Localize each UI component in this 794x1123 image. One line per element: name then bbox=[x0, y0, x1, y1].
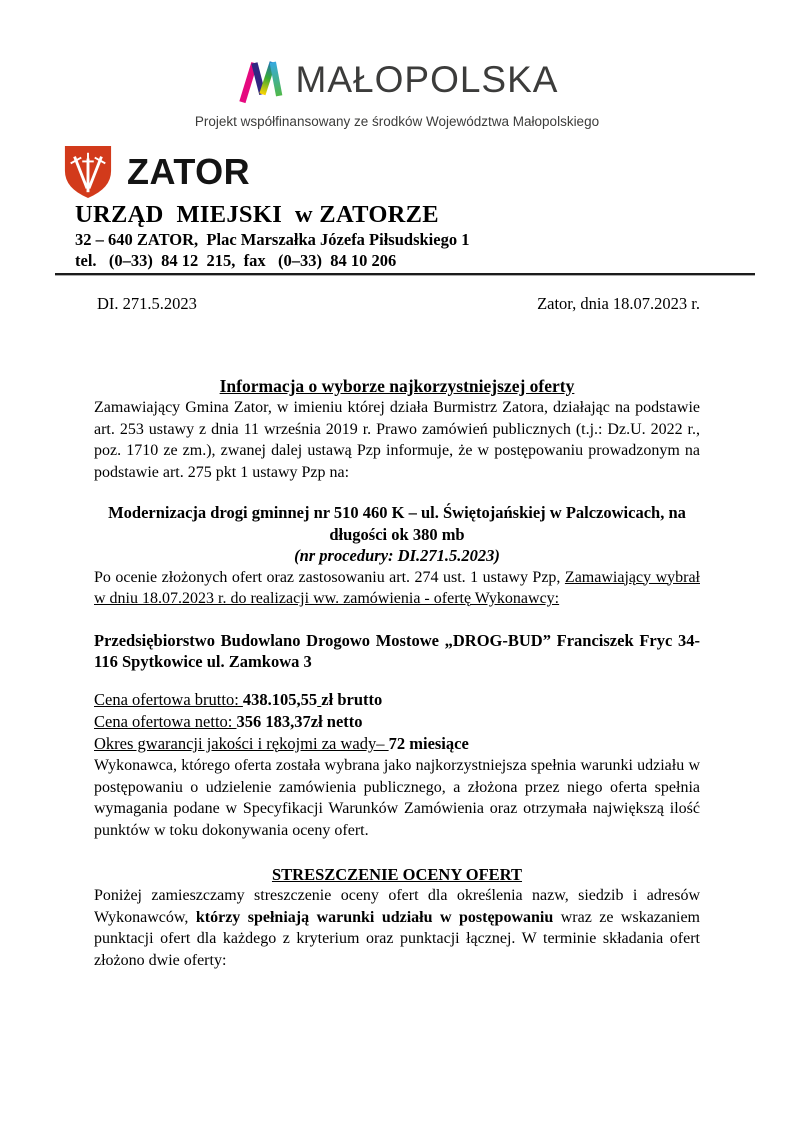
funding-banner bbox=[0, 0, 794, 129]
gross-price-line bbox=[94, 689, 700, 711]
funding-caption: Projekt współfinansowany ze środków Województwa Małopolskiego bbox=[194, 114, 600, 129]
intro-paragraph: Zamawiający Gmina Zator, w imieniu której działa Burmistrz Zatora, działając na podstawie art. 253 ustawy z dnia 11 września 2019 r. Prawo zamówień publicznych (t.j.: Dz.U. 2022 r., poz. 1710 ze zm.), zwanej dalej ustawą Pzp informuje, że w postępowaniu prowadzonym na podstawie art. 275 pkt 1 ustawy Pzp na: bbox=[94, 399, 700, 481]
summary-intro-bold: którzy spełniają warunki udziału w postępowaniu bbox=[195, 908, 554, 926]
city-logo bbox=[63, 144, 794, 200]
gross-price-unit: zł brutto bbox=[321, 690, 383, 709]
net-price-value: 356 183,37zł netto bbox=[236, 712, 363, 731]
summary-intro-paragraph bbox=[94, 885, 700, 971]
office-block bbox=[75, 201, 794, 270]
malopolska-logo bbox=[0, 52, 794, 106]
net-price-label: Cena ofertowa netto: bbox=[94, 712, 237, 731]
warranty-line bbox=[94, 733, 700, 755]
summary-heading: STRESZCZENIE OCENY OFERT bbox=[271, 865, 523, 884]
city-logo-text: ZATOR bbox=[127, 151, 251, 192]
gross-price-label: Cena ofertowa brutto: bbox=[94, 690, 243, 709]
letterhead-divider bbox=[55, 273, 755, 275]
summary-intro-text-1: Poniżej zamieszczamy streszczenie oceny ofert dla określenia nazw, siedzib i adresów Wykonawców, bbox=[94, 887, 700, 926]
selection-paragraph bbox=[94, 567, 700, 610]
office-address: 32 – 640 ZATOR, Plac Marszałka Józefa Piłsudskiego 1 bbox=[75, 230, 470, 249]
office-phone: tel. (0–33) 84 12 215, fax (0–33) 84 10 206 bbox=[75, 250, 397, 270]
reference-row bbox=[97, 293, 700, 314]
letterhead bbox=[63, 144, 794, 270]
gross-price-amount: 438.105,55 bbox=[242, 690, 318, 709]
net-price-line bbox=[94, 711, 700, 733]
warranty-value: 72 miesiące bbox=[388, 734, 469, 753]
procurement-subject: Modernizacja drogi gminnej nr 510 460 K – ul. Świętojańskiej w Palczowicach, na długości ok 380 mb bbox=[108, 503, 686, 544]
place-date: Zator, dnia 18.07.2023 r. bbox=[537, 294, 700, 313]
offer-details bbox=[94, 689, 700, 755]
procedure-number: (nr procedury: DI.271.5.2023) bbox=[294, 546, 500, 565]
zator-coat-of-arms-icon bbox=[63, 144, 113, 200]
malopolska-wordmark: MAŁOPOLSKA bbox=[295, 58, 559, 100]
warranty-label: Okres gwarancji jakości i rękojmi za wady– bbox=[94, 734, 389, 753]
case-number: DI. 271.5.2023 bbox=[97, 294, 197, 313]
selection-text: Po ocenie złożonych ofert oraz zastosowaniu art. 274 ust. 1 ustawy Pzp, bbox=[94, 568, 565, 586]
office-name: URZĄD MIEJSKI w ZATORZE bbox=[75, 201, 439, 228]
procurement-subject-block bbox=[94, 502, 700, 567]
summary-intro-text-2: wraz ze wskazaniem punktacji ofert dla każdego z kryterium oraz punktacji łącznej. W terminie składania ofert złożono dwie oferty: bbox=[94, 908, 700, 969]
document-title: Informacja o wyborze najkorzystniejszej oferty bbox=[219, 376, 575, 396]
selection-underlined-text: Zamawiający wybrał w dniu 18.07.2023 r. do realizacji ww. zamówienia - ofertę Wykonawcy: bbox=[94, 568, 700, 607]
malopolska-m-icon bbox=[236, 52, 284, 106]
contractor-name: Przedsiębiorstwo Budowlano Drogowo Mostowe „DROG-BUD” Franciszek Fryc 34-116 Spytkowice ul. Zamkowa 3 bbox=[94, 630, 700, 671]
compliance-paragraph: Wykonawca, którego oferta została wybrana jako najkorzystniejsza spełnia warunki udziału w postępowaniu o udzielenie zamówienia publicznego, a złożona przez niego oferta spełnia wymagania podane w Specyfikacji Warunków Zamówienia oraz otrzymała największą ilość punktów w toku dokonywania oceny ofert. bbox=[94, 757, 700, 839]
letter-body bbox=[94, 376, 700, 971]
